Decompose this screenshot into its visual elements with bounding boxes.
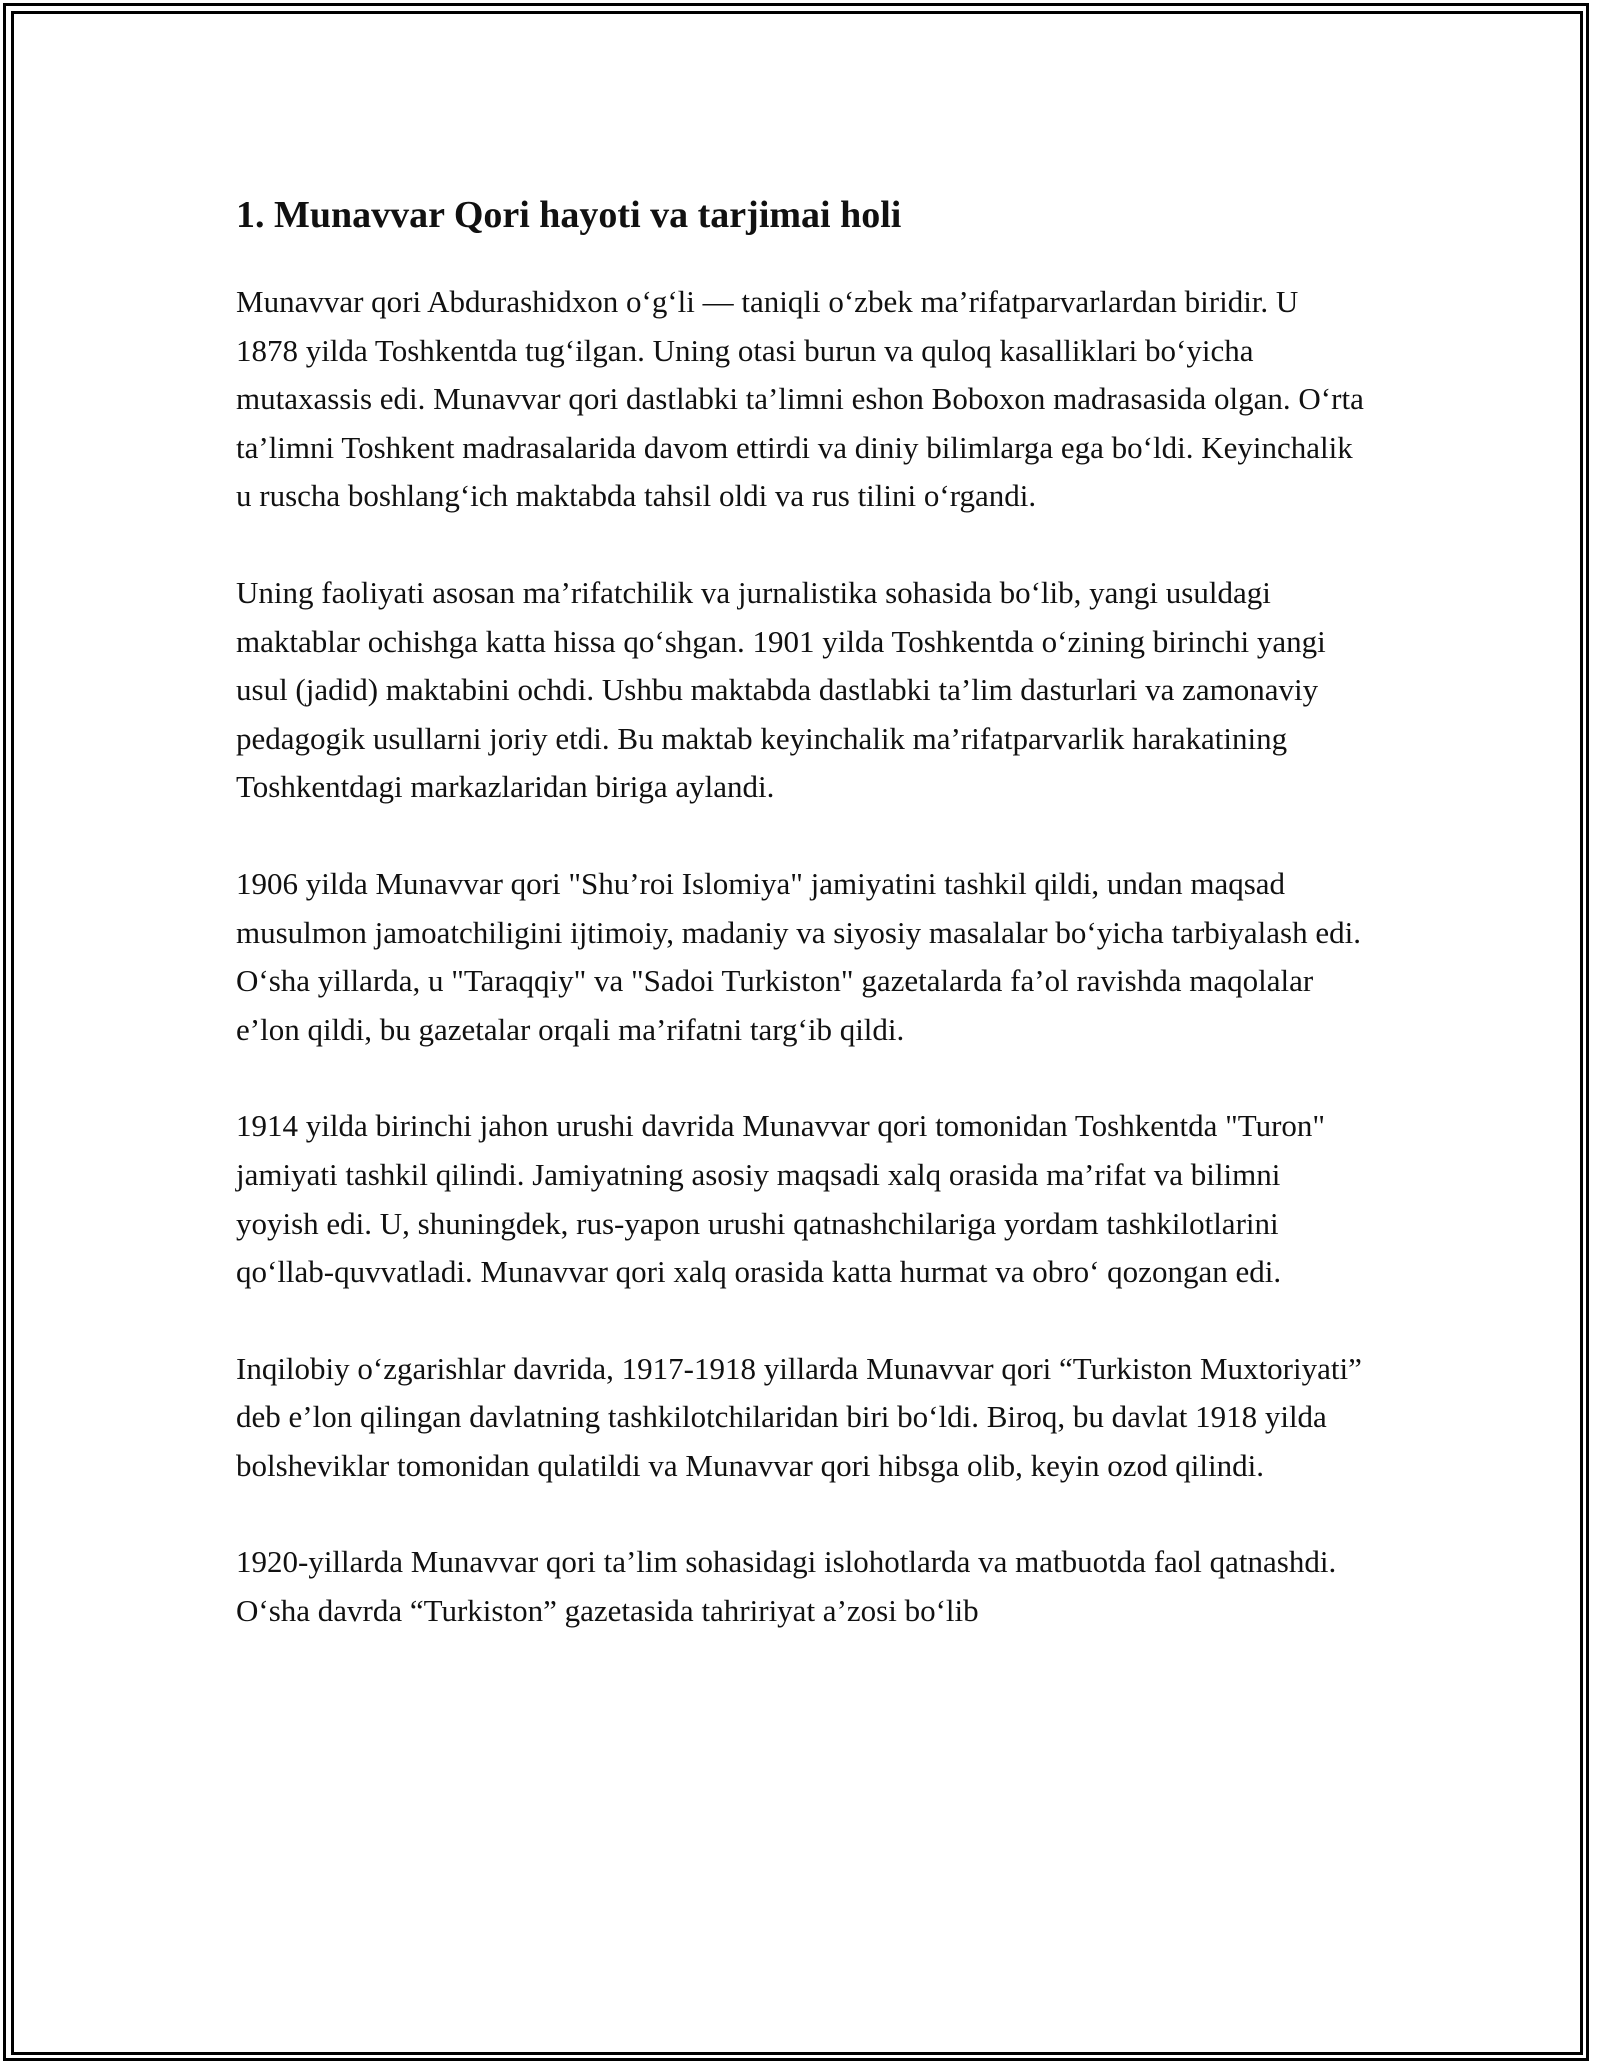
paragraph-6: 1920-yillarda Munavvar qori ta’lim sohasidagi islohotlarda va matbuotda faol qatnashdi. O‘sha davrda “Turkiston” gazetasida tahririyat a’zosi bo‘lib [236,1544,1337,1629]
paragraph-1: Munavvar qori Abdurashidxon o‘g‘li — taniqli o‘zbek ma’rifatparvarlardan biridir. U 1878 yilda Toshkentda tug‘ilgan. Uning otasi burun va quloq kasalliklari bo‘yicha mutaxassis edi. Munavvar qori dastlabki ta’limni eshon Boboxon madrasasida olgan. O‘rta ta’limni Toshkent madrasalarida davom ettirdi va diniy bilimlarga ega bo‘ldi. Keyinchalik u ruscha boshlang‘ich maktabda tahsil oldi va rus tilini o‘rgandi. [236,284,1364,514]
paragraph-3: 1906 yilda Munavvar qori "Shu’roi Islomiya" jamiyatini tashkil qildi, undan maqsad musulmon jamoatchiligini ijtimoiy, madaniy va siyosiy masalalar bo‘yicha tarbiyalash edi. O‘sha yillarda, u "Taraqqiy" va "Sadoi Turkiston" gazetalarda fa’ol ravishda maqolalar e’lon qildi, bu gazetalar orqali ma’rifatni targ‘ib qildi. [236,865,1361,1047]
paragraph-2: Uning faoliyati asosan ma’rifatchilik va jurnalistika sohasida bo‘lib, yangi usuldagi maktablar ochishga katta hissa qo‘shgan. 1901 yilda Toshkentda o‘zining birinchi yangi usul (jadid) maktabini ochdi. Ushbu maktabda dastlabki ta’lim dasturlari va zamonaviy pedagogik usullarni joriy etdi. Bu maktab keyinchalik ma’rifatparvarlik harakatining Toshkentdagi markazlaridan biriga aylandi. [236,574,1326,805]
paragraph-4: 1914 yilda birinchi jahon urushi davrida Munavvar qori tomonidan Toshkentda "Turon" jamiyati tashkil qilindi. Jamiyatning asosiy maqsadi xalq orasida ma’rifat va bilimni yoyish edi. U, shuningdek, rus-yapon urushi qatnashchilariga yordam tashkilotlarini qo‘llab-quvvatladi. Munavvar qori xalq orasida katta hurmat va obro‘ qozongan edi. [236,1108,1326,1290]
section-heading: 1. Munavvar Qori hayoti va tarjimai holi [236,194,902,236]
paragraph-5: Inqilobiy o‘zgarishlar davrida, 1917-1918 yillarda Munavvar qori “Turkiston Muxtoriyati” deb e’lon qilingan davlatning tashkilotchilaridan biri bo‘ldi. Biroq, bu davlat 1918 yilda bolsheviklar tomonidan qulatildi va Munavvar qori hibsga olib, keyin ozod qilindi. [236,1350,1362,1483]
document-body [236,182,1366,1684]
